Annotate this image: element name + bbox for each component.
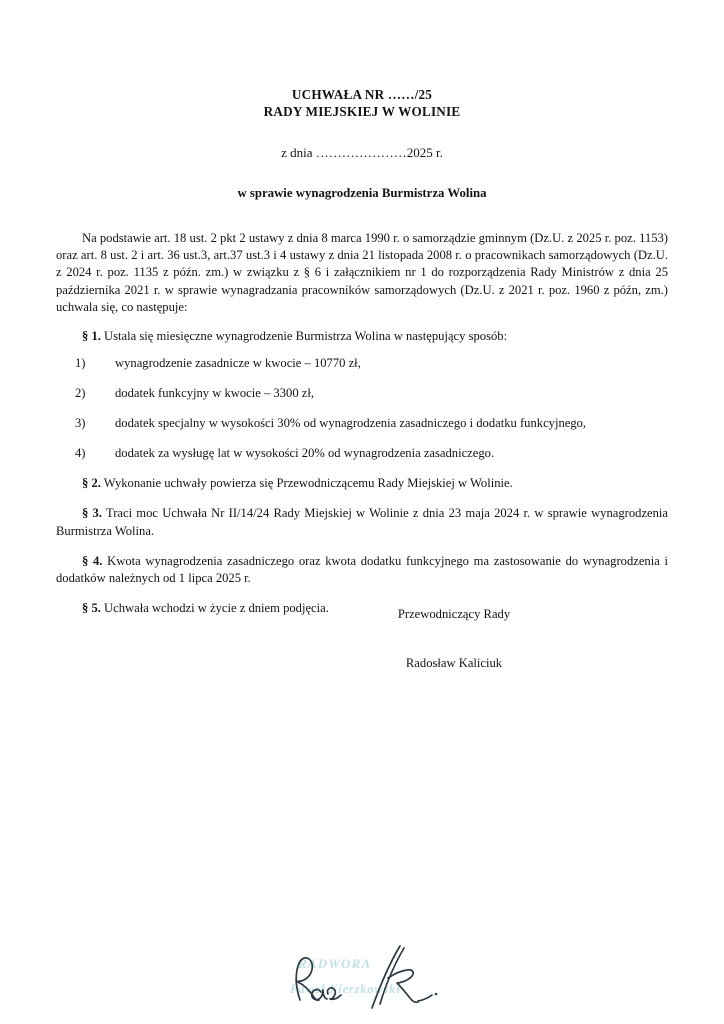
signature-block: [56, 606, 668, 671]
document-title-block: [56, 86, 668, 120]
title-line-1: UCHWAŁA NR ……/25: [291, 87, 433, 102]
stamp-text-line-2: Paweł Kierzkowski: [290, 982, 401, 996]
section-1-paragraph: [56, 328, 668, 345]
section-1-text: Ustala się miesięczne wynagrodzenie Burmistrza Wolina w następujący sposób:: [100, 329, 508, 344]
section-3-marker: § 3.: [82, 506, 102, 521]
subject-line: w sprawie wynagrodzenia Burmistrza Wolina: [237, 186, 487, 200]
section-3-paragraph: [56, 505, 668, 539]
section-3-text: Traci moc Uchwała Nr II/14/24 Rady Miejskiej w Wolinie z dnia 23 maja 2024 r. w sprawie wynagrodzenia Burmistrza Wolina.: [56, 506, 669, 538]
section-2-paragraph: [56, 475, 668, 492]
section-4-marker: § 4.: [82, 553, 103, 568]
document-content: [56, 0, 668, 617]
signatory-role: Przewodniczący Rady: [397, 607, 511, 621]
preamble-paragraph: Na podstawie art. 18 ust. 2 pkt 2 ustawy z dnia 8 marca 1990 r. o samorządzie gminnym (Dz.U. z 2025 r. poz. 1153) oraz art. 8 ust. 2 i art. 36 ust.3, art.37 ust.3 i 4 ustawy z dnia 21 listopada 2008 r. o pracownikach samorządowych (Dz.U. z 2024 r. poz. 1135 z późn. zm.) w związku z § 6 i załącznikiem nr 1 do rozporządzenia Rady Ministrów z dnia 25 października 2021 r. w sprawie wynagradzania pracowników samorządowych (Dz.U. z 2021 r. poz. 1960 z późn, zm.) uchwala się, co następuje:: [56, 231, 668, 314]
handwritten-signature-area: [276, 938, 476, 1024]
section-1-marker: § 1.: [82, 329, 101, 344]
section-5-marker: § 5.: [82, 601, 101, 616]
title-line-2: RADY MIEJSKIEJ W WOLINIE: [263, 104, 461, 119]
list-item-marker: 4): [75, 446, 86, 461]
list-item-marker: 3): [75, 416, 86, 431]
list-item-label: dodatek specjalny w wysokości 30% od wynagrodzenia zasadniczego i dodatku funkcyjnego,: [115, 416, 587, 431]
list-item-marker: 2): [75, 386, 86, 401]
section-4-paragraph: [56, 553, 668, 587]
list-item-label: dodatek za wysługę lat w wysokości 20% od wynagrodzenia zasadniczego.: [115, 446, 495, 461]
list-item-marker: 1): [75, 356, 86, 371]
list-item: [56, 385, 668, 402]
stamp-text-line-1: RADWORA: [298, 956, 372, 971]
date-line: z dnia …………………2025 r.: [281, 145, 443, 160]
list-item: [56, 355, 668, 372]
list-item-label: wynagrodzenie zasadnicze w kwocie – 10770 zł,: [115, 356, 361, 371]
list-item: [56, 415, 668, 432]
section-5-text: Uchwała wchodzi w życie z dniem podjęcia.: [100, 601, 329, 616]
list-item-label: dodatek funkcyjny w kwocie – 3300 zł,: [115, 386, 315, 401]
signatory-name: Radosław Kaliciuk: [405, 656, 503, 670]
section-2-marker: § 2.: [82, 476, 101, 491]
list-item: [56, 445, 668, 462]
section-2-text: Wykonanie uchwały powierza się Przewodniczącemu Rady Miejskiej w Wolinie.: [100, 476, 513, 491]
section-4-text: Kwota wynagrodzenia zasadniczego oraz kwota dodatku funkcyjnego ma zastosowanie do wynagrodzenia i dodatków należnych od 1 lipca 2025 r.: [56, 553, 669, 586]
salary-components-list: [56, 355, 668, 462]
signature-ink-icon: [276, 938, 476, 1024]
